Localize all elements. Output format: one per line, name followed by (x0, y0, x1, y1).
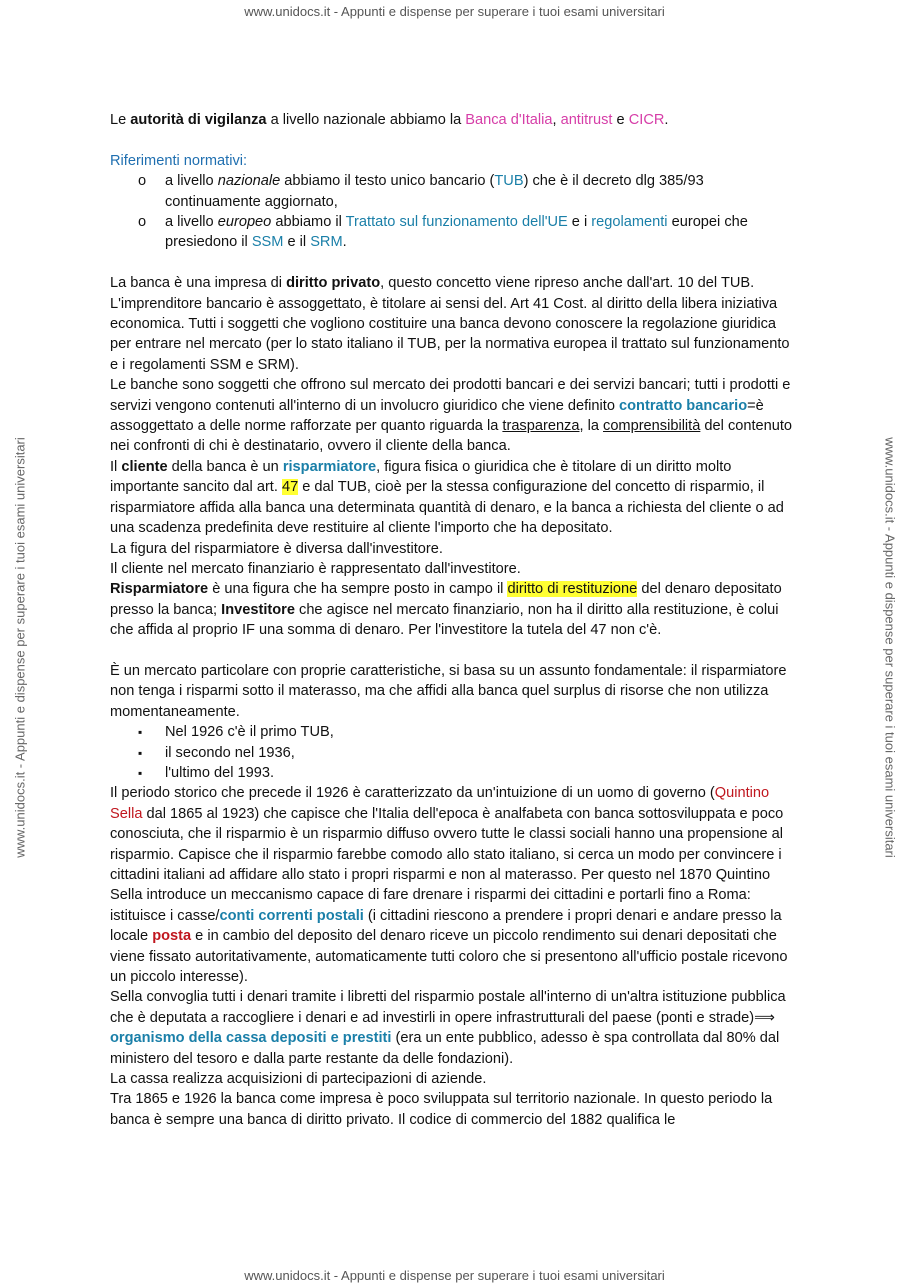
cassa-line: La cassa realizza acquisizioni di partecipazioni di aziende. (110, 1071, 487, 1088)
intro-paragraph: Le autorità di vigilanza a livello nazionale abbiamo la Banca d'Italia, antitrust e CICR. (110, 112, 669, 128)
list-item: ▪ l'ultimo del 1993. (110, 763, 800, 783)
watermark-right: www.unidocs.it - Appunti e dispense per superare i tuoi esami universitari (882, 437, 898, 858)
investitore-line-1: La figura del risparmiatore è diversa dall'investitore. (110, 540, 443, 557)
mercato-paragraph: È un mercato particolare con proprie caratteristiche, si basa su un assunto fondamentale: il risparmiatore non tenga i risparmi sotto il materasso, ma che affidi alla banca quel surplus di risorse che non utilizza momentaneamente. (110, 662, 787, 720)
list-item: ▪ il secondo nel 1936, (110, 743, 800, 763)
riferimenti-title: Riferimenti normativi: (110, 152, 248, 169)
watermark-left: www.unidocs.it - Appunti e dispense per superare i tuoi esami universitari (12, 437, 28, 858)
banca-contratto-paragraph: Le banche sono soggetti che offrono sul mercato dei prodotti bancari e dei servizi bancari; tutti i prodotti e servizi vengono contenuti all'interno di un involucro giuridico che viene definito contratto bancario=è assoggettato a delle norme rafforzate per quanto riguarda la trasparenza, la comprensibilità del contenuto nei confronti di chi è destinatario, ovvero il cliente della banca. (110, 377, 793, 455)
list-item: ▪ Nel 1926 c'è il primo TUB, (110, 722, 800, 742)
cliente-paragraph: Il cliente della banca è un risparmiatore, figura fisica o giuridica che è titolare di un diritto molto importante sancito dal art. 47 e dal TUB, cioè per la stessa configurazione del concetto di risparmio, il risparmiatore affida alla banca una determinata quantità di denaro, e la banca a richiesta del cliente o ad una scadenza predefinita deve restituire al cliente l'importo che ha depositato. (110, 458, 784, 537)
watermark-bottom: www.unidocs.it - Appunti e dispense per superare i tuoi esami universitari (244, 1268, 665, 1283)
investitore-line-2: Il cliente nel mercato finanziario è rappresentato dall'investitore. (110, 560, 521, 577)
riferimenti-list (110, 171, 800, 253)
periodo-paragraph: Tra 1865 e 1926 la banca come impresa è poco sviluppata sul territorio nazionale. In questo periodo la banca è sempre una banca di diritto privato. Il codice di commercio del 1882 qualifica le (110, 1091, 773, 1128)
cassa-paragraph: Sella convoglia tutti i denari tramite i libretti del risparmio postale all'interno di un'altra istituzione pubblica che è deputata a raccogliere i denari e ad investirli in opere infrastrutturali del paese (ponti e strade)⟹ organismo della cassa depositi e prestiti (era un ente pubblico, adesso è spa controllata dal 80% dal ministero del tesoro e dalla parte restante da delle fondazioni). (110, 989, 786, 1067)
list-item: o a livello nazionale abbiamo il testo unico bancario (TUB) che è il decreto dlg 385/93 continuamente aggiornato, (110, 171, 800, 212)
risparmiatore-paragraph: Risparmiatore è una figura che ha sempre posto in campo il diritto di restituzione del denaro depositato presso la banca; Investitore che agisce nel mercato finanziario, non ha il diritto alla restituzione, è colui che affida al proprio IF una somma di denaro. Per l'investitore la tutela del 47 non c'è. (110, 581, 782, 639)
document-body (110, 110, 800, 1130)
banca-paragraph: La banca è una impresa di diritto privato, questo concetto viene ripreso anche dall'art. 10 del TUB. L'imprenditore bancario è assoggettato, è titolare ai sensi del. Art 41 Cost. al diritto della libera iniziativa economica. Tutti i soggetti che vogliono costituire una banca devono conoscere la regolazione giuridica per entrare nel mercato (per lo stato italiano il TUB, per la normativa europea il trattato sul funzionamento e i regolamenti SSM e SRM). (110, 275, 790, 373)
storia-paragraph: Il periodo storico che precede il 1926 è caratterizzato da un'intuizione di un uomo di governo (Quintino Sella dal 1865 al 1923) che capisce che l'Italia dell'epoca è analfabeta con banca sottosviluppata e poco conosciuta, che il risparmio è un risparmio diffuso ovvero tutte le classi sociali hanno una propensione al risparmio. Capisce che il risparmio farebbe comodo allo stato italiano, si cerca un modo per convincere i cittadini italiani ad affidare allo stato i propri risparmi e non al materasso. Per questo nel 1870 Quintino Sella introduce un meccanismo capace di fare drenare i risparmi dei cittadini e portarli fino a Roma: istituisce i casse/conti correnti postali (i cittadini riescono a prendere i propri denari e andare presso la locale posta e in cambio del deposito del denaro riceve un piccolo rendimento sui denari depositati che viene fissato autoritativamente, automaticamente tutti coloro che si presentono all'ufficio postale ricevono un piccolo interesse). (110, 785, 788, 986)
tub-list (110, 722, 800, 783)
list-item: o a livello europeo abbiamo il Trattato sul funzionamento dell'UE e i regolamenti europei che presiedono il SSM e il SRM. (110, 212, 800, 253)
watermark-top: www.unidocs.it - Appunti e dispense per superare i tuoi esami universitari (244, 4, 665, 19)
